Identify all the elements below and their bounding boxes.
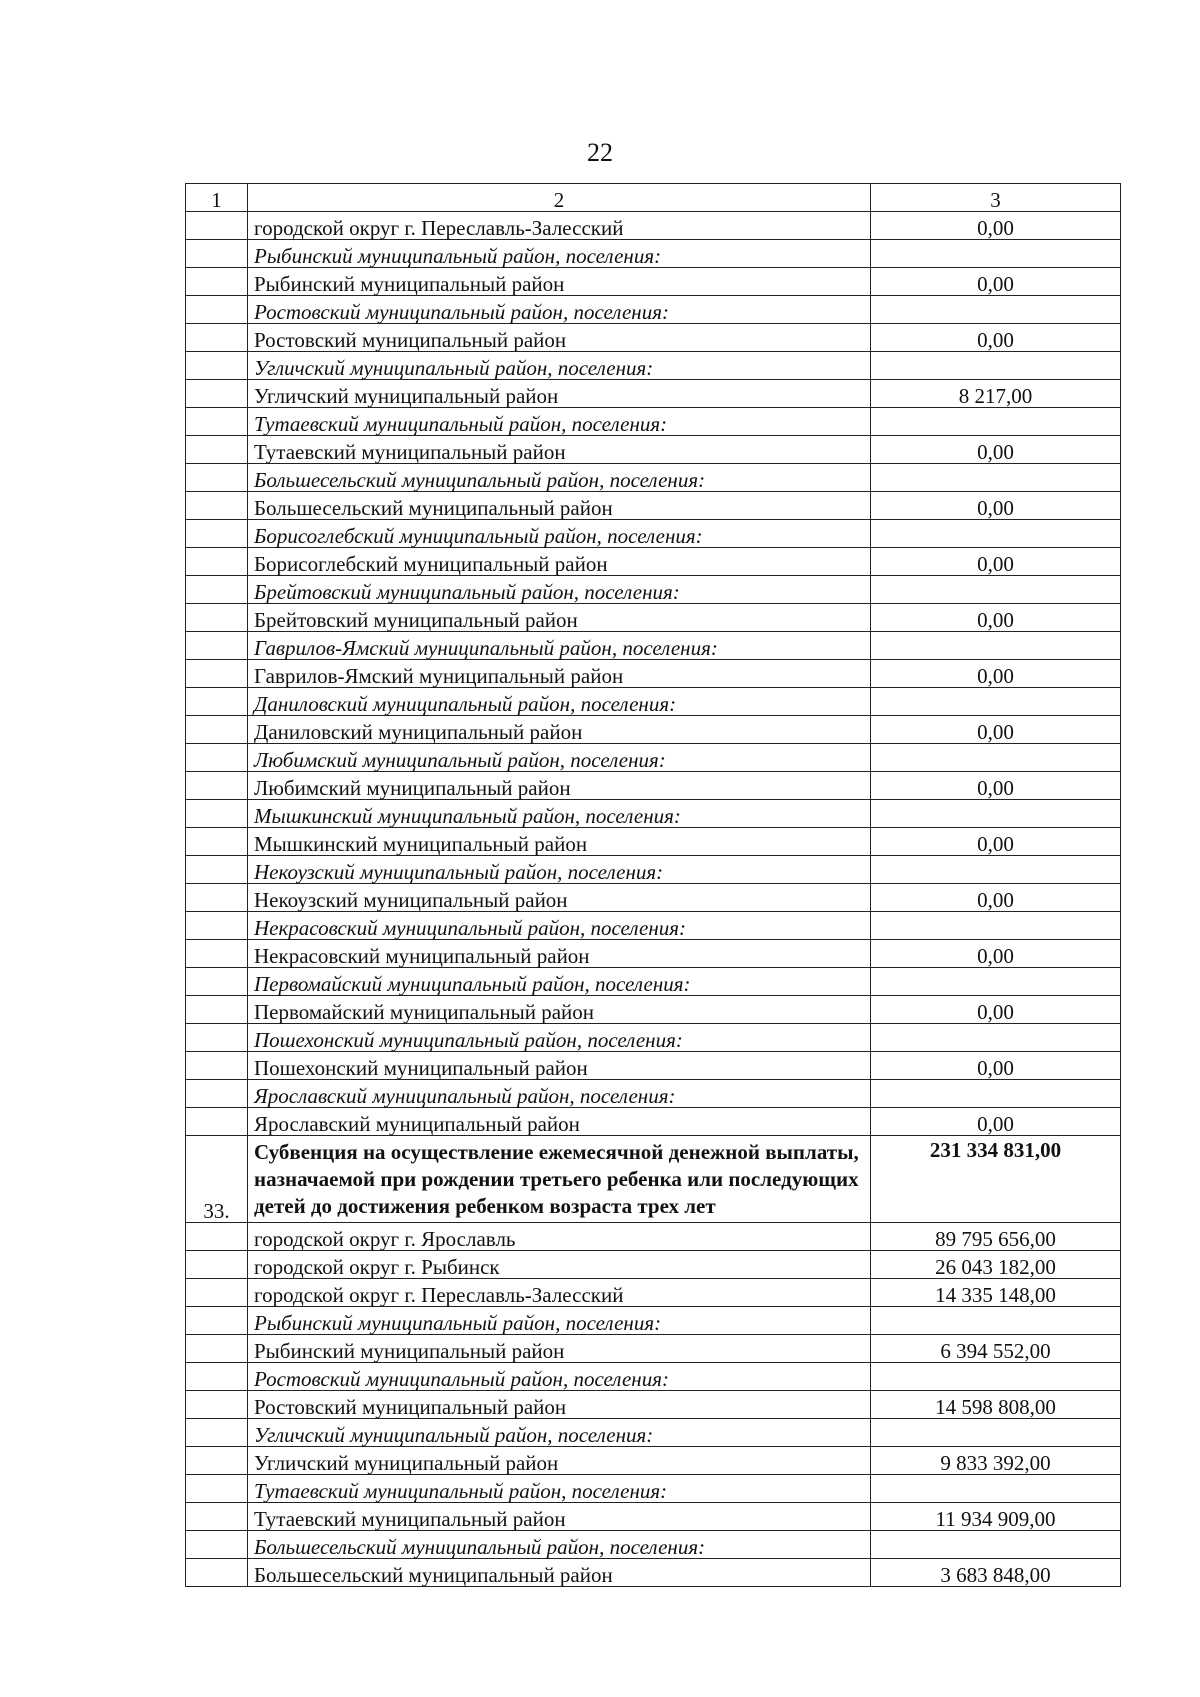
row-number-cell xyxy=(186,380,248,408)
row-value: 0,00 xyxy=(871,324,1121,352)
row-value: 11 934 909,00 xyxy=(871,1502,1121,1530)
table-row xyxy=(186,324,1121,352)
table-row xyxy=(186,436,1121,464)
table-row xyxy=(186,996,1121,1024)
table-row xyxy=(186,1362,1121,1390)
row-value: 14 335 148,00 xyxy=(871,1278,1121,1306)
row-value: 0,00 xyxy=(871,268,1121,296)
row-name: Некоузский муниципальный район, поселения: xyxy=(248,856,871,884)
row-name: городской округ г. Рыбинск xyxy=(248,1250,871,1278)
table-row xyxy=(186,1502,1121,1530)
row-value: 26 043 182,00 xyxy=(871,1250,1121,1278)
row-value: 0,00 xyxy=(871,548,1121,576)
item-number: 33. xyxy=(186,1136,248,1223)
row-number-cell xyxy=(186,436,248,464)
row-name: городской округ г. Ярославль xyxy=(248,1222,871,1250)
row-name: Большесельский муниципальный район xyxy=(248,492,871,520)
row-name: Ростовский муниципальный район xyxy=(248,324,871,352)
row-name: Гаврилов-Ямский муниципальный район xyxy=(248,660,871,688)
row-value: 0,00 xyxy=(871,660,1121,688)
row-value: 0,00 xyxy=(871,772,1121,800)
row-name: Ростовский муниципальный район xyxy=(248,1390,871,1418)
row-name: Ярославский муниципальный район xyxy=(248,1108,871,1136)
row-name: Рыбинский муниципальный район, поселения: xyxy=(248,1306,871,1334)
row-number-cell xyxy=(186,296,248,324)
row-value: 0,00 xyxy=(871,436,1121,464)
row-value xyxy=(871,352,1121,380)
row-name: Некрасовский муниципальный район xyxy=(248,940,871,968)
row-number-cell xyxy=(186,548,248,576)
row-number-cell xyxy=(186,800,248,828)
row-name: Мышкинский муниципальный район, поселения: xyxy=(248,800,871,828)
row-name: Тутаевский муниципальный район xyxy=(248,436,871,464)
row-number-cell xyxy=(186,268,248,296)
row-number-cell xyxy=(186,772,248,800)
header-col-3: 3 xyxy=(871,184,1121,212)
row-value xyxy=(871,1362,1121,1390)
row-number-cell xyxy=(186,884,248,912)
table-row xyxy=(186,1530,1121,1558)
table-row xyxy=(186,1080,1121,1108)
row-number-cell xyxy=(186,1558,248,1586)
table-row xyxy=(186,1278,1121,1306)
row-value: 3 683 848,00 xyxy=(871,1558,1121,1586)
row-number-cell xyxy=(186,632,248,660)
row-value: 8 217,00 xyxy=(871,380,1121,408)
row-name: Первомайский муниципальный район xyxy=(248,996,871,1024)
row-number-cell xyxy=(186,828,248,856)
table-row xyxy=(186,604,1121,632)
row-value xyxy=(871,576,1121,604)
header-col-2: 2 xyxy=(248,184,871,212)
row-name: Пошехонский муниципальный район xyxy=(248,1052,871,1080)
table-row xyxy=(186,576,1121,604)
row-value xyxy=(871,464,1121,492)
row-number-cell xyxy=(186,856,248,884)
row-name: Рыбинский муниципальный район, поселения: xyxy=(248,240,871,268)
row-number-cell xyxy=(186,1052,248,1080)
table-row xyxy=(186,744,1121,772)
table-row xyxy=(186,240,1121,268)
row-number-cell xyxy=(186,464,248,492)
row-value xyxy=(871,856,1121,884)
row-value xyxy=(871,800,1121,828)
row-value: 0,00 xyxy=(871,884,1121,912)
row-name: Даниловский муниципальный район, поселения: xyxy=(248,688,871,716)
row-number-cell xyxy=(186,1530,248,1558)
row-number-cell xyxy=(186,1108,248,1136)
table-row xyxy=(186,548,1121,576)
row-value xyxy=(871,1418,1121,1446)
table-row xyxy=(186,464,1121,492)
table-row xyxy=(186,1024,1121,1052)
row-number-cell xyxy=(186,1222,248,1250)
row-number-cell xyxy=(186,1250,248,1278)
table-row xyxy=(186,212,1121,240)
row-name: Угличский муниципальный район, поселения: xyxy=(248,352,871,380)
row-name: Рыбинский муниципальный район xyxy=(248,1334,871,1362)
table-row xyxy=(186,1334,1121,1362)
row-name: Тутаевский муниципальный район, поселения: xyxy=(248,408,871,436)
row-number-cell xyxy=(186,1446,248,1474)
table-row xyxy=(186,940,1121,968)
row-value xyxy=(871,1024,1121,1052)
table-row xyxy=(186,1052,1121,1080)
row-name: Угличский муниципальный район xyxy=(248,380,871,408)
row-name: городской округ г. Переславль-Залесский xyxy=(248,212,871,240)
table-row xyxy=(186,408,1121,436)
table-row xyxy=(186,856,1121,884)
table-row xyxy=(186,492,1121,520)
row-name: Угличский муниципальный район, поселения: xyxy=(248,1418,871,1446)
table-row xyxy=(186,632,1121,660)
row-name: Некрасовский муниципальный район, поселения: xyxy=(248,912,871,940)
table-row xyxy=(186,660,1121,688)
table-row xyxy=(186,268,1121,296)
row-value xyxy=(871,1530,1121,1558)
row-number-cell xyxy=(186,212,248,240)
row-number-cell xyxy=(186,1474,248,1502)
row-name: Ростовский муниципальный район, поселения: xyxy=(248,296,871,324)
row-name: Тутаевский муниципальный район xyxy=(248,1502,871,1530)
table-row xyxy=(186,968,1121,996)
row-number-cell xyxy=(186,520,248,548)
row-number-cell xyxy=(186,492,248,520)
row-number-cell xyxy=(186,324,248,352)
table-row xyxy=(186,912,1121,940)
table-row xyxy=(186,716,1121,744)
row-value: 0,00 xyxy=(871,996,1121,1024)
row-name: Пошехонский муниципальный район, поселения: xyxy=(248,1024,871,1052)
row-value xyxy=(871,1306,1121,1334)
row-number-cell xyxy=(186,940,248,968)
table-row xyxy=(186,688,1121,716)
row-value: 14 598 808,00 xyxy=(871,1390,1121,1418)
row-value xyxy=(871,240,1121,268)
table-row xyxy=(186,520,1121,548)
row-name: Угличский муниципальный район xyxy=(248,1446,871,1474)
row-value: 0,00 xyxy=(871,828,1121,856)
row-name: Даниловский муниципальный район xyxy=(248,716,871,744)
row-name: Большесельский муниципальный район xyxy=(248,1558,871,1586)
row-name: Брейтовский муниципальный район xyxy=(248,604,871,632)
row-name: Большесельский муниципальный район, поселения: xyxy=(248,1530,871,1558)
row-value xyxy=(871,912,1121,940)
row-value: 6 394 552,00 xyxy=(871,1334,1121,1362)
item-title: Субвенция на осуществление ежемесячной денежной выплаты, назначаемой при рождении третьего ребенка или последующих детей до достижения ребенком возраста трех лет xyxy=(248,1136,871,1223)
table-row xyxy=(186,800,1121,828)
row-value: 0,00 xyxy=(871,716,1121,744)
row-number-cell xyxy=(186,576,248,604)
row-number-cell xyxy=(186,1334,248,1362)
table-row xyxy=(186,828,1121,856)
row-number-cell xyxy=(186,996,248,1024)
row-number-cell xyxy=(186,240,248,268)
table-row xyxy=(186,1418,1121,1446)
row-name: Первомайский муниципальный район, поселения: xyxy=(248,968,871,996)
table-row xyxy=(186,1446,1121,1474)
row-name: городской округ г. Переславль-Залесский xyxy=(248,1278,871,1306)
row-number-cell xyxy=(186,744,248,772)
row-name: Некоузский муниципальный район xyxy=(248,884,871,912)
row-value: 0,00 xyxy=(871,212,1121,240)
table-row xyxy=(186,1108,1121,1136)
row-number-cell xyxy=(186,1024,248,1052)
header-col-1: 1 xyxy=(186,184,248,212)
row-number-cell xyxy=(186,1278,248,1306)
row-name: Рыбинский муниципальный район xyxy=(248,268,871,296)
row-number-cell xyxy=(186,1502,248,1530)
row-name: Мышкинский муниципальный район xyxy=(248,828,871,856)
table-row xyxy=(186,296,1121,324)
page-number: 22 xyxy=(587,138,613,167)
row-name: Борисоглебский муниципальный район, поселения: xyxy=(248,520,871,548)
row-number-cell xyxy=(186,1306,248,1334)
row-name: Любимский муниципальный район, поселения: xyxy=(248,744,871,772)
row-value: 9 833 392,00 xyxy=(871,1446,1121,1474)
row-name: Любимский муниципальный район xyxy=(248,772,871,800)
row-number-cell xyxy=(186,604,248,632)
row-value xyxy=(871,408,1121,436)
row-number-cell xyxy=(186,912,248,940)
row-number-cell xyxy=(186,408,248,436)
row-number-cell xyxy=(186,1362,248,1390)
row-name: Борисоглебский муниципальный район xyxy=(248,548,871,576)
table-row xyxy=(186,1306,1121,1334)
row-value xyxy=(871,968,1121,996)
row-name: Большесельский муниципальный район, поселения: xyxy=(248,464,871,492)
row-value xyxy=(871,1474,1121,1502)
row-name: Ярославский муниципальный район, поселения: xyxy=(248,1080,871,1108)
table-row xyxy=(186,1390,1121,1418)
row-value xyxy=(871,632,1121,660)
item-total: 231 334 831,00 xyxy=(871,1136,1121,1223)
row-value: 0,00 xyxy=(871,1108,1121,1136)
row-name: Ростовский муниципальный район, поселения: xyxy=(248,1362,871,1390)
row-number-cell xyxy=(186,660,248,688)
table-row xyxy=(186,772,1121,800)
table-row xyxy=(186,1250,1121,1278)
table-row xyxy=(186,1474,1121,1502)
row-value: 0,00 xyxy=(871,492,1121,520)
row-value: 0,00 xyxy=(871,940,1121,968)
row-value xyxy=(871,744,1121,772)
row-number-cell xyxy=(186,968,248,996)
row-value: 89 795 656,00 xyxy=(871,1222,1121,1250)
row-name: Гаврилов-Ямский муниципальный район, поселения: xyxy=(248,632,871,660)
row-value xyxy=(871,520,1121,548)
row-number-cell xyxy=(186,352,248,380)
row-name: Тутаевский муниципальный район, поселения: xyxy=(248,1474,871,1502)
row-number-cell xyxy=(186,1390,248,1418)
row-name: Брейтовский муниципальный район, поселения: xyxy=(248,576,871,604)
item-33-row xyxy=(186,1136,1121,1223)
row-number-cell xyxy=(186,688,248,716)
allocation-table xyxy=(185,183,1121,1587)
row-value: 0,00 xyxy=(871,1052,1121,1080)
row-value xyxy=(871,1080,1121,1108)
row-number-cell xyxy=(186,716,248,744)
table-header-row xyxy=(186,184,1121,212)
row-value xyxy=(871,296,1121,324)
row-value xyxy=(871,688,1121,716)
table-row xyxy=(186,884,1121,912)
table-row xyxy=(186,380,1121,408)
row-number-cell xyxy=(186,1418,248,1446)
row-value: 0,00 xyxy=(871,604,1121,632)
table-row xyxy=(186,1222,1121,1250)
table-row xyxy=(186,352,1121,380)
table-row xyxy=(186,1558,1121,1586)
row-number-cell xyxy=(186,1080,248,1108)
